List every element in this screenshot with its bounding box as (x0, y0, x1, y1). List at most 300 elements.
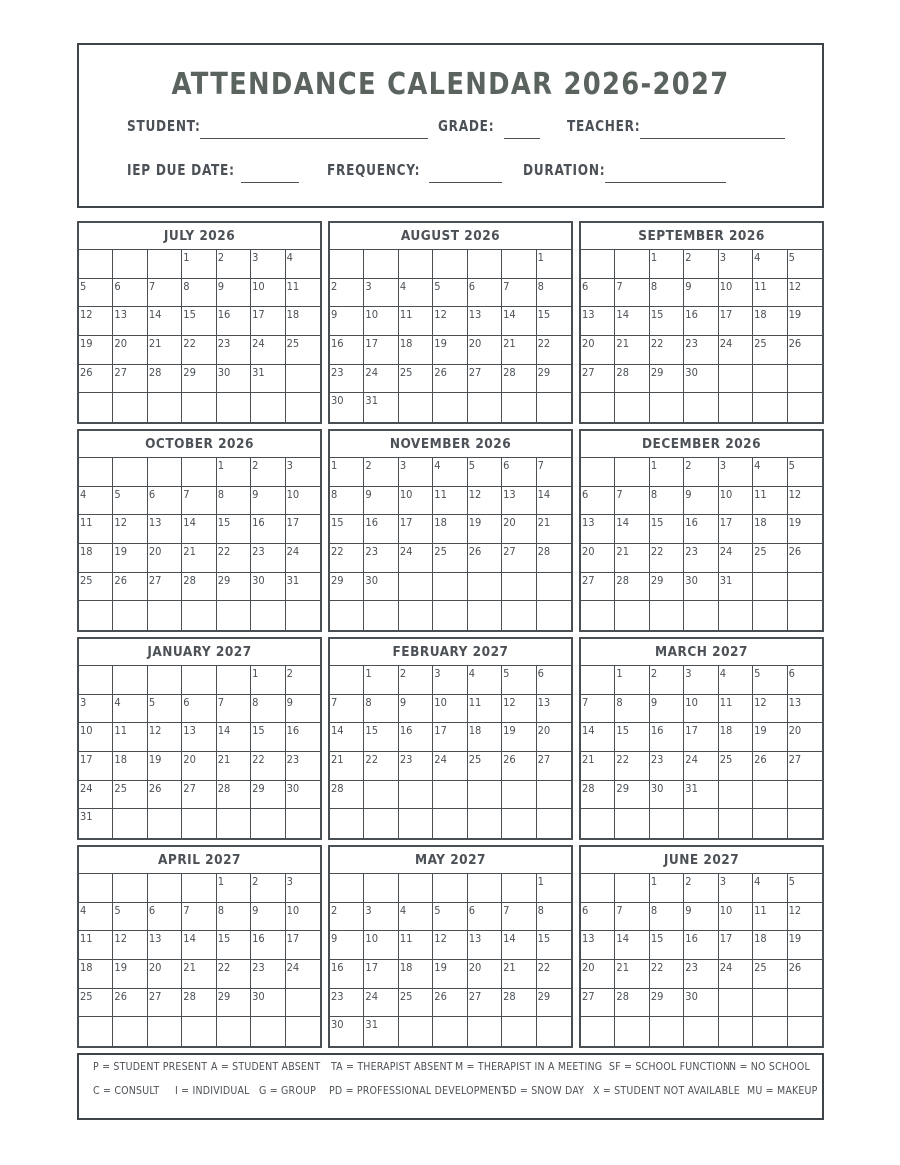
day-cell[interactable]: 9 (251, 903, 285, 932)
day-cell[interactable]: 28 (615, 989, 649, 1018)
day-cell[interactable]: 15 (330, 515, 364, 544)
day-cell[interactable]: 13 (113, 307, 147, 336)
day-cell[interactable]: 16 (650, 723, 684, 752)
duration-line[interactable] (605, 182, 726, 183)
day-cell[interactable]: 8 (650, 487, 684, 516)
day-cell[interactable]: 12 (502, 695, 536, 724)
day-cell[interactable]: 17 (79, 752, 113, 781)
day-cell[interactable]: 1 (615, 666, 649, 695)
day-cell[interactable]: 18 (79, 960, 113, 989)
day-cell[interactable]: 6 (148, 487, 182, 516)
day-cell[interactable]: 3 (719, 250, 753, 279)
day-cell[interactable]: 1 (537, 874, 571, 903)
day-cell[interactable]: 20 (581, 544, 615, 573)
day-cell[interactable]: 7 (182, 487, 216, 516)
day-cell[interactable]: 30 (650, 781, 684, 810)
day-cell[interactable]: 14 (148, 307, 182, 336)
day-cell[interactable]: 7 (148, 279, 182, 308)
frequency-field[interactable] (327, 161, 431, 179)
day-cell[interactable]: 4 (286, 250, 320, 279)
day-cell[interactable]: 4 (719, 666, 753, 695)
day-cell[interactable]: 7 (581, 695, 615, 724)
day-cell[interactable]: 22 (537, 336, 571, 365)
day-cell[interactable]: 27 (468, 989, 502, 1018)
day-cell[interactable]: 15 (650, 931, 684, 960)
day-cell[interactable]: 25 (753, 544, 787, 573)
day-cell[interactable]: 5 (113, 903, 147, 932)
day-cell[interactable]: 10 (364, 931, 398, 960)
day-cell[interactable]: 6 (581, 903, 615, 932)
day-cell[interactable]: 6 (581, 487, 615, 516)
day-cell[interactable]: 10 (251, 279, 285, 308)
day-cell[interactable]: 18 (399, 336, 433, 365)
day-cell[interactable]: 2 (330, 279, 364, 308)
day-cell[interactable]: 22 (650, 336, 684, 365)
day-cell[interactable]: 28 (217, 781, 251, 810)
day-cell[interactable]: 11 (753, 279, 787, 308)
day-cell[interactable]: 20 (788, 723, 822, 752)
day-cell[interactable]: 28 (615, 365, 649, 394)
day-cell[interactable]: 16 (251, 515, 285, 544)
day-cell[interactable]: 1 (182, 250, 216, 279)
day-cell[interactable]: 22 (330, 544, 364, 573)
day-cell[interactable]: 30 (251, 573, 285, 602)
day-cell[interactable]: 30 (251, 989, 285, 1018)
day-cell[interactable]: 23 (364, 544, 398, 573)
day-cell[interactable]: 4 (399, 903, 433, 932)
day-cell[interactable]: 29 (182, 365, 216, 394)
day-cell[interactable]: 15 (615, 723, 649, 752)
day-cell[interactable]: 1 (217, 458, 251, 487)
day-cell[interactable]: 25 (433, 544, 467, 573)
day-cell[interactable]: 22 (364, 752, 398, 781)
day-cell[interactable]: 29 (251, 781, 285, 810)
day-cell[interactable]: 23 (330, 989, 364, 1018)
day-cell[interactable]: 26 (433, 989, 467, 1018)
day-cell[interactable]: 26 (788, 336, 822, 365)
day-cell[interactable]: 19 (788, 931, 822, 960)
day-cell[interactable]: 5 (433, 279, 467, 308)
day-cell[interactable]: 21 (330, 752, 364, 781)
day-cell[interactable]: 3 (286, 458, 320, 487)
day-cell[interactable]: 31 (364, 1017, 398, 1046)
day-cell[interactable]: 21 (537, 515, 571, 544)
day-cell[interactable]: 5 (148, 695, 182, 724)
grade-line[interactable] (504, 138, 540, 139)
day-cell[interactable]: 8 (650, 903, 684, 932)
day-cell[interactable]: 18 (79, 544, 113, 573)
day-cell[interactable]: 19 (502, 723, 536, 752)
day-cell[interactable]: 16 (364, 515, 398, 544)
day-cell[interactable]: 2 (684, 874, 718, 903)
day-cell[interactable]: 27 (182, 781, 216, 810)
day-cell[interactable]: 9 (684, 487, 718, 516)
day-cell[interactable]: 16 (330, 960, 364, 989)
day-cell[interactable]: 22 (217, 960, 251, 989)
day-cell[interactable]: 6 (788, 666, 822, 695)
day-cell[interactable]: 24 (286, 544, 320, 573)
day-cell[interactable]: 25 (79, 989, 113, 1018)
day-cell[interactable]: 13 (182, 723, 216, 752)
day-cell[interactable]: 3 (399, 458, 433, 487)
day-cell[interactable]: 17 (719, 931, 753, 960)
day-cell[interactable]: 31 (79, 809, 113, 838)
day-cell[interactable]: 2 (217, 250, 251, 279)
day-cell[interactable]: 31 (684, 781, 718, 810)
day-cell[interactable]: 22 (217, 544, 251, 573)
day-cell[interactable]: 30 (330, 393, 364, 422)
day-cell[interactable]: 13 (468, 931, 502, 960)
day-cell[interactable]: 8 (615, 695, 649, 724)
day-cell[interactable]: 3 (719, 458, 753, 487)
day-cell[interactable]: 11 (468, 695, 502, 724)
day-cell[interactable]: 27 (581, 989, 615, 1018)
student-field[interactable] (127, 117, 209, 135)
day-cell[interactable]: 1 (650, 874, 684, 903)
day-cell[interactable]: 25 (286, 336, 320, 365)
day-cell[interactable]: 5 (468, 458, 502, 487)
day-cell[interactable]: 16 (286, 723, 320, 752)
day-cell[interactable]: 22 (251, 752, 285, 781)
day-cell[interactable]: 16 (684, 931, 718, 960)
day-cell[interactable]: 24 (364, 365, 398, 394)
day-cell[interactable]: 13 (502, 487, 536, 516)
day-cell[interactable]: 19 (788, 515, 822, 544)
day-cell[interactable]: 11 (399, 307, 433, 336)
day-cell[interactable]: 19 (788, 307, 822, 336)
day-cell[interactable]: 30 (217, 365, 251, 394)
day-cell[interactable]: 10 (286, 903, 320, 932)
day-cell[interactable]: 27 (148, 989, 182, 1018)
day-cell[interactable]: 17 (719, 307, 753, 336)
day-cell[interactable]: 24 (286, 960, 320, 989)
day-cell[interactable]: 25 (113, 781, 147, 810)
day-cell[interactable]: 12 (788, 279, 822, 308)
day-cell[interactable]: 30 (684, 573, 718, 602)
day-cell[interactable]: 20 (468, 336, 502, 365)
day-cell[interactable]: 14 (537, 487, 571, 516)
day-cell[interactable]: 17 (399, 515, 433, 544)
day-cell[interactable]: 15 (217, 515, 251, 544)
day-cell[interactable]: 26 (113, 573, 147, 602)
day-cell[interactable]: 1 (650, 458, 684, 487)
day-cell[interactable]: 17 (251, 307, 285, 336)
day-cell[interactable]: 15 (537, 307, 571, 336)
day-cell[interactable]: 14 (330, 723, 364, 752)
day-cell[interactable]: 1 (217, 874, 251, 903)
day-cell[interactable]: 11 (286, 279, 320, 308)
day-cell[interactable]: 6 (148, 903, 182, 932)
day-cell[interactable]: 3 (684, 666, 718, 695)
day-cell[interactable]: 5 (113, 487, 147, 516)
day-cell[interactable]: 18 (113, 752, 147, 781)
day-cell[interactable]: 18 (753, 931, 787, 960)
day-cell[interactable]: 1 (364, 666, 398, 695)
day-cell[interactable]: 2 (251, 874, 285, 903)
day-cell[interactable]: 24 (364, 989, 398, 1018)
day-cell[interactable]: 15 (650, 515, 684, 544)
day-cell[interactable]: 22 (650, 544, 684, 573)
day-cell[interactable]: 23 (286, 752, 320, 781)
day-cell[interactable]: 17 (719, 515, 753, 544)
day-cell[interactable]: 8 (537, 903, 571, 932)
day-cell[interactable]: 26 (79, 365, 113, 394)
day-cell[interactable]: 15 (364, 723, 398, 752)
day-cell[interactable]: 6 (581, 279, 615, 308)
day-cell[interactable]: 14 (615, 515, 649, 544)
day-cell[interactable]: 13 (468, 307, 502, 336)
day-cell[interactable]: 8 (330, 487, 364, 516)
day-cell[interactable]: 19 (753, 723, 787, 752)
day-cell[interactable]: 12 (788, 903, 822, 932)
day-cell[interactable]: 13 (581, 515, 615, 544)
day-cell[interactable]: 3 (364, 279, 398, 308)
day-cell[interactable]: 23 (217, 336, 251, 365)
day-cell[interactable]: 30 (684, 989, 718, 1018)
day-cell[interactable]: 19 (113, 544, 147, 573)
day-cell[interactable]: 10 (684, 695, 718, 724)
day-cell[interactable]: 19 (433, 960, 467, 989)
day-cell[interactable]: 30 (286, 781, 320, 810)
day-cell[interactable]: 28 (182, 573, 216, 602)
day-cell[interactable]: 7 (537, 458, 571, 487)
day-cell[interactable]: 25 (753, 960, 787, 989)
day-cell[interactable]: 3 (433, 666, 467, 695)
day-cell[interactable]: 4 (79, 903, 113, 932)
day-cell[interactable]: 18 (433, 515, 467, 544)
day-cell[interactable]: 7 (502, 279, 536, 308)
day-cell[interactable]: 30 (684, 365, 718, 394)
day-cell[interactable]: 31 (286, 573, 320, 602)
day-cell[interactable]: 9 (684, 279, 718, 308)
day-cell[interactable]: 11 (719, 695, 753, 724)
day-cell[interactable]: 31 (251, 365, 285, 394)
day-cell[interactable]: 27 (581, 365, 615, 394)
day-cell[interactable]: 13 (581, 307, 615, 336)
day-cell[interactable]: 11 (79, 515, 113, 544)
day-cell[interactable]: 16 (684, 307, 718, 336)
day-cell[interactable]: 20 (581, 960, 615, 989)
day-cell[interactable]: 15 (251, 723, 285, 752)
day-cell[interactable]: 29 (650, 989, 684, 1018)
day-cell[interactable]: 23 (399, 752, 433, 781)
day-cell[interactable]: 14 (581, 723, 615, 752)
day-cell[interactable]: 6 (468, 279, 502, 308)
day-cell[interactable]: 18 (753, 515, 787, 544)
day-cell[interactable]: 28 (502, 365, 536, 394)
day-cell[interactable]: 30 (330, 1017, 364, 1046)
day-cell[interactable]: 6 (113, 279, 147, 308)
day-cell[interactable]: 23 (251, 544, 285, 573)
day-cell[interactable]: 10 (719, 279, 753, 308)
day-cell[interactable]: 25 (79, 573, 113, 602)
day-cell[interactable]: 23 (330, 365, 364, 394)
day-cell[interactable]: 17 (433, 723, 467, 752)
day-cell[interactable]: 11 (433, 487, 467, 516)
day-cell[interactable]: 27 (113, 365, 147, 394)
day-cell[interactable]: 12 (148, 723, 182, 752)
day-cell[interactable]: 2 (650, 666, 684, 695)
day-cell[interactable]: 22 (537, 960, 571, 989)
day-cell[interactable]: 24 (719, 336, 753, 365)
day-cell[interactable]: 23 (684, 544, 718, 573)
day-cell[interactable]: 21 (182, 960, 216, 989)
day-cell[interactable]: 28 (537, 544, 571, 573)
day-cell[interactable]: 24 (251, 336, 285, 365)
day-cell[interactable]: 21 (615, 960, 649, 989)
day-cell[interactable]: 6 (182, 695, 216, 724)
day-cell[interactable]: 7 (330, 695, 364, 724)
day-cell[interactable]: 23 (684, 336, 718, 365)
day-cell[interactable]: 14 (217, 723, 251, 752)
day-cell[interactable]: 20 (581, 336, 615, 365)
day-cell[interactable]: 31 (719, 573, 753, 602)
day-cell[interactable]: 21 (581, 752, 615, 781)
day-cell[interactable]: 4 (399, 279, 433, 308)
day-cell[interactable]: 7 (615, 279, 649, 308)
day-cell[interactable]: 4 (753, 874, 787, 903)
day-cell[interactable]: 13 (537, 695, 571, 724)
day-cell[interactable]: 26 (433, 365, 467, 394)
day-cell[interactable]: 24 (719, 960, 753, 989)
day-cell[interactable]: 29 (330, 573, 364, 602)
day-cell[interactable]: 20 (113, 336, 147, 365)
day-cell[interactable]: 29 (537, 989, 571, 1018)
day-cell[interactable]: 12 (788, 487, 822, 516)
day-cell[interactable]: 29 (650, 573, 684, 602)
day-cell[interactable]: 14 (615, 307, 649, 336)
day-cell[interactable]: 25 (399, 365, 433, 394)
day-cell[interactable]: 9 (217, 279, 251, 308)
day-cell[interactable]: 16 (217, 307, 251, 336)
day-cell[interactable]: 26 (468, 544, 502, 573)
day-cell[interactable]: 10 (286, 487, 320, 516)
day-cell[interactable]: 1 (330, 458, 364, 487)
day-cell[interactable]: 4 (79, 487, 113, 516)
day-cell[interactable]: 17 (684, 723, 718, 752)
day-cell[interactable]: 20 (502, 515, 536, 544)
day-cell[interactable]: 22 (650, 960, 684, 989)
day-cell[interactable]: 15 (537, 931, 571, 960)
day-cell[interactable]: 27 (148, 573, 182, 602)
day-cell[interactable]: 10 (364, 307, 398, 336)
day-cell[interactable]: 5 (788, 250, 822, 279)
day-cell[interactable]: 20 (148, 960, 182, 989)
day-cell[interactable]: 24 (684, 752, 718, 781)
day-cell[interactable]: 11 (79, 931, 113, 960)
day-cell[interactable]: 18 (286, 307, 320, 336)
day-cell[interactable]: 23 (251, 960, 285, 989)
day-cell[interactable]: 18 (399, 960, 433, 989)
student-line[interactable] (200, 138, 428, 139)
day-cell[interactable]: 9 (684, 903, 718, 932)
day-cell[interactable]: 13 (148, 515, 182, 544)
day-cell[interactable]: 11 (753, 487, 787, 516)
day-cell[interactable]: 24 (399, 544, 433, 573)
day-cell[interactable]: 17 (364, 336, 398, 365)
day-cell[interactable]: 4 (753, 458, 787, 487)
day-cell[interactable]: 18 (468, 723, 502, 752)
day-cell[interactable]: 5 (433, 903, 467, 932)
day-cell[interactable]: 16 (684, 515, 718, 544)
day-cell[interactable]: 26 (753, 752, 787, 781)
day-cell[interactable]: 25 (468, 752, 502, 781)
day-cell[interactable]: 2 (399, 666, 433, 695)
day-cell[interactable]: 14 (615, 931, 649, 960)
day-cell[interactable]: 5 (788, 458, 822, 487)
day-cell[interactable]: 19 (148, 752, 182, 781)
day-cell[interactable]: 18 (719, 723, 753, 752)
day-cell[interactable]: 9 (286, 695, 320, 724)
day-cell[interactable]: 8 (650, 279, 684, 308)
day-cell[interactable]: 12 (79, 307, 113, 336)
day-cell[interactable]: 29 (217, 573, 251, 602)
day-cell[interactable]: 19 (79, 336, 113, 365)
day-cell[interactable]: 6 (537, 666, 571, 695)
day-cell[interactable]: 25 (719, 752, 753, 781)
day-cell[interactable]: 10 (79, 723, 113, 752)
day-cell[interactable]: 12 (113, 515, 147, 544)
day-cell[interactable]: 21 (615, 336, 649, 365)
day-cell[interactable]: 7 (615, 487, 649, 516)
day-cell[interactable]: 2 (364, 458, 398, 487)
day-cell[interactable]: 9 (650, 695, 684, 724)
day-cell[interactable]: 21 (148, 336, 182, 365)
day-cell[interactable]: 9 (399, 695, 433, 724)
day-cell[interactable]: 5 (753, 666, 787, 695)
day-cell[interactable]: 23 (684, 960, 718, 989)
day-cell[interactable]: 20 (468, 960, 502, 989)
day-cell[interactable]: 3 (251, 250, 285, 279)
day-cell[interactable]: 26 (148, 781, 182, 810)
day-cell[interactable]: 8 (251, 695, 285, 724)
day-cell[interactable]: 10 (433, 695, 467, 724)
day-cell[interactable]: 3 (286, 874, 320, 903)
day-cell[interactable]: 4 (113, 695, 147, 724)
day-cell[interactable]: 17 (364, 960, 398, 989)
day-cell[interactable]: 11 (753, 903, 787, 932)
day-cell[interactable]: 24 (79, 781, 113, 810)
day-cell[interactable]: 8 (182, 279, 216, 308)
day-cell[interactable]: 2 (684, 250, 718, 279)
day-cell[interactable]: 6 (502, 458, 536, 487)
day-cell[interactable]: 10 (399, 487, 433, 516)
day-cell[interactable]: 31 (364, 393, 398, 422)
day-cell[interactable]: 10 (719, 487, 753, 516)
day-cell[interactable]: 2 (330, 903, 364, 932)
day-cell[interactable]: 22 (182, 336, 216, 365)
day-cell[interactable]: 14 (502, 931, 536, 960)
day-cell[interactable]: 28 (148, 365, 182, 394)
day-cell[interactable]: 7 (502, 903, 536, 932)
day-cell[interactable]: 20 (182, 752, 216, 781)
day-cell[interactable]: 4 (753, 250, 787, 279)
day-cell[interactable]: 29 (217, 989, 251, 1018)
day-cell[interactable]: 28 (182, 989, 216, 1018)
day-cell[interactable]: 8 (217, 903, 251, 932)
day-cell[interactable]: 1 (251, 666, 285, 695)
day-cell[interactable]: 13 (581, 931, 615, 960)
day-cell[interactable]: 12 (433, 931, 467, 960)
day-cell[interactable]: 30 (364, 573, 398, 602)
day-cell[interactable]: 29 (537, 365, 571, 394)
day-cell[interactable]: 2 (286, 666, 320, 695)
day-cell[interactable]: 3 (719, 874, 753, 903)
day-cell[interactable]: 19 (113, 960, 147, 989)
day-cell[interactable]: 9 (330, 307, 364, 336)
day-cell[interactable]: 19 (468, 515, 502, 544)
day-cell[interactable]: 25 (399, 989, 433, 1018)
